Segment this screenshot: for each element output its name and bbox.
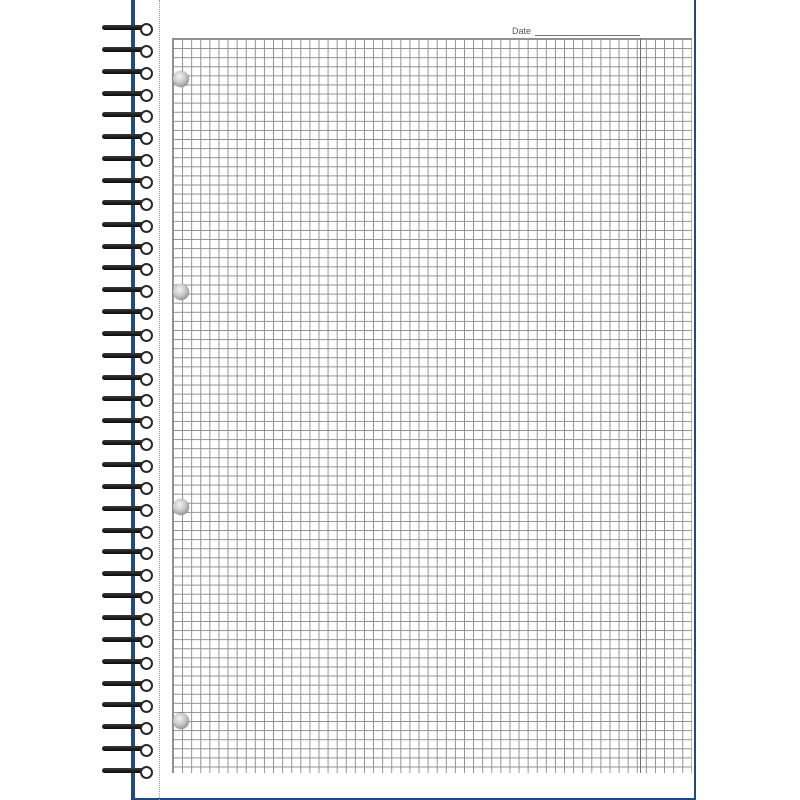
coil-ring [140, 220, 153, 233]
spiral-coil [102, 198, 152, 212]
coil-ring [140, 198, 153, 211]
coil-ring [140, 110, 153, 123]
spiral-binding [102, 0, 162, 800]
coil-ring [140, 657, 153, 670]
coil-ring [140, 285, 153, 298]
spiral-coil [102, 416, 152, 430]
spiral-coil [102, 460, 152, 474]
spiral-coil [102, 591, 152, 605]
coil-ring [140, 635, 153, 648]
spiral-coil [102, 547, 152, 561]
right-margin-line [640, 38, 641, 773]
spiral-coil [102, 679, 152, 693]
coil-ring [140, 307, 153, 320]
punch-hole [173, 71, 189, 87]
coil-ring [140, 67, 153, 80]
coil-ring [140, 416, 153, 429]
coil-ring [140, 547, 153, 560]
punch-hole [173, 499, 189, 515]
spiral-coil [102, 176, 152, 190]
coil-ring [140, 154, 153, 167]
spiral-coil [102, 23, 152, 37]
coil-ring [140, 176, 153, 189]
spiral-coil [102, 285, 152, 299]
spiral-coil [102, 329, 152, 343]
coil-ring [140, 45, 153, 58]
date-label: Date [512, 26, 532, 36]
coil-ring [140, 744, 153, 757]
graph-grid [172, 38, 692, 773]
spiral-coil [102, 526, 152, 540]
spiral-coil [102, 504, 152, 518]
coil-ring [140, 482, 153, 495]
spiral-coil [102, 635, 152, 649]
coil-ring [140, 722, 153, 735]
spiral-coil [102, 438, 152, 452]
spiral-coil [102, 132, 152, 146]
coil-ring [140, 329, 153, 342]
spiral-coil [102, 220, 152, 234]
spiral-coil [102, 242, 152, 256]
spiral-coil [102, 766, 152, 780]
coil-ring [140, 263, 153, 276]
punch-hole [173, 284, 189, 300]
coil-ring [140, 766, 153, 779]
coil-ring [140, 591, 153, 604]
coil-ring [140, 394, 153, 407]
spiral-coil [102, 351, 152, 365]
coil-ring [140, 679, 153, 692]
spiral-coil [102, 700, 152, 714]
coil-ring [140, 613, 153, 626]
spiral-coil [102, 394, 152, 408]
coil-ring [140, 132, 153, 145]
spiral-coil [102, 744, 152, 758]
spiral-coil [102, 263, 152, 277]
spiral-coil [102, 307, 152, 321]
spiral-coil [102, 67, 152, 81]
spiral-coil [102, 569, 152, 583]
spiral-coil [102, 613, 152, 627]
spiral-coil [102, 89, 152, 103]
coil-ring [140, 700, 153, 713]
spiral-coil [102, 722, 152, 736]
spiral-coil [102, 373, 152, 387]
date-field-line[interactable] [535, 35, 640, 36]
coil-ring [140, 351, 153, 364]
spiral-coil [102, 45, 152, 59]
spiral-coil [102, 482, 152, 496]
punch-hole [173, 713, 189, 729]
spiral-coil [102, 110, 152, 124]
coil-ring [140, 23, 153, 36]
coil-ring [140, 438, 153, 451]
coil-ring [140, 89, 153, 102]
coil-ring [140, 504, 153, 517]
spiral-coil [102, 657, 152, 671]
coil-ring [140, 460, 153, 473]
coil-ring [140, 373, 153, 386]
spiral-coil [102, 154, 152, 168]
coil-ring [140, 569, 153, 582]
coil-ring [140, 242, 153, 255]
coil-ring [140, 526, 153, 539]
